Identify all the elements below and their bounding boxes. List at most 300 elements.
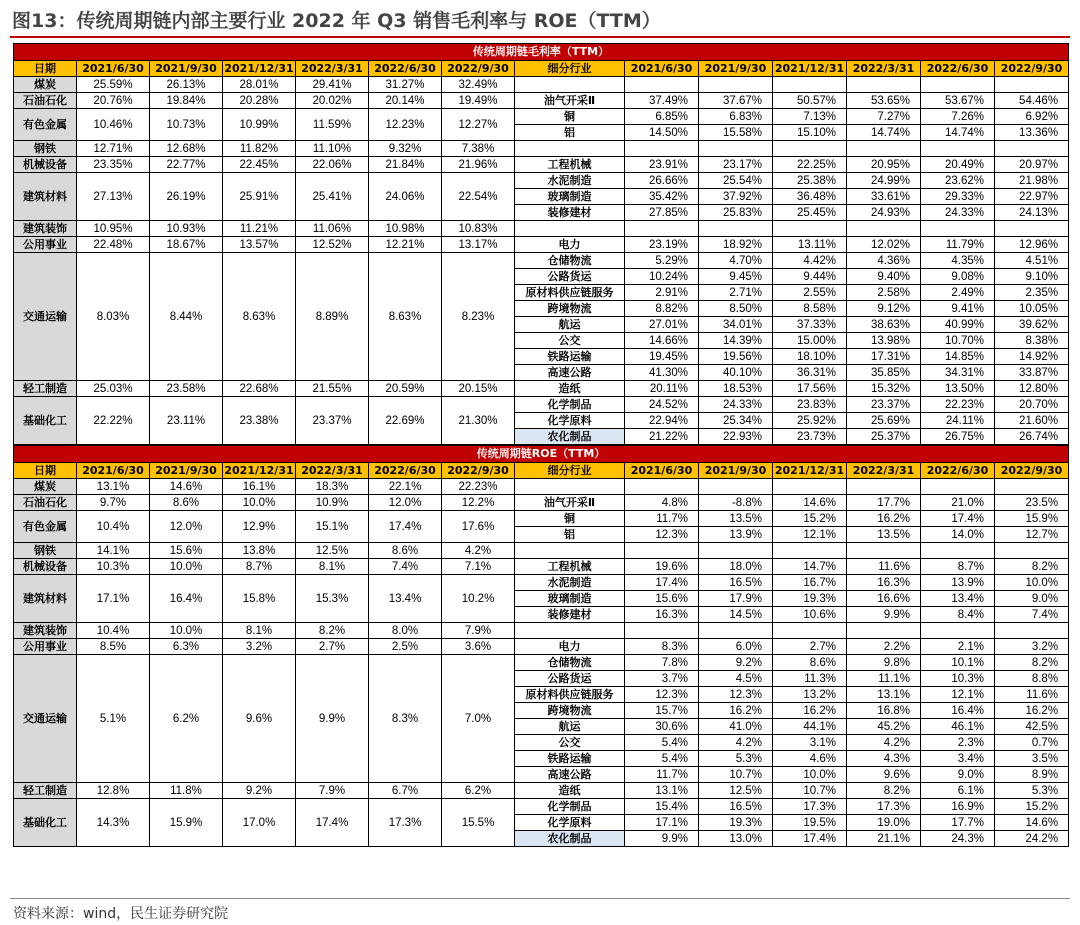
- sub-industry-name: 水泥制造: [515, 575, 625, 591]
- column-header: 2021/12/31: [224, 61, 294, 75]
- sub-industry-value: 53.67%: [921, 93, 995, 109]
- industry-value: 13.1%: [77, 479, 150, 495]
- industry-value: 11.21%: [223, 221, 296, 237]
- sub-industry-value: 24.3%: [921, 831, 995, 847]
- industry-value: 7.38%: [442, 141, 515, 157]
- industry-value: 27.13%: [77, 173, 150, 221]
- empty-cell: [515, 543, 625, 559]
- column-header: 2022/9/30: [995, 61, 1069, 77]
- column-header: 2022/6/30: [369, 463, 442, 479]
- column-header: 2021/9/30: [699, 463, 773, 479]
- sub-industry-name: 铁路运输: [515, 349, 625, 365]
- source-note: 资料来源：wind，民生证券研究院: [13, 906, 229, 922]
- empty-cell: [773, 623, 847, 639]
- sub-industry-value: 9.12%: [847, 301, 921, 317]
- industry-value: 12.68%: [150, 141, 223, 157]
- industry-value: 10.98%: [369, 221, 442, 237]
- table-row: [14, 559, 1069, 575]
- sub-industry-value: 4.6%: [773, 751, 847, 767]
- industry-value: 8.44%: [150, 253, 223, 381]
- table-row: [14, 479, 1069, 495]
- empty-cell: [847, 479, 921, 495]
- industry-name: 建筑装饰: [14, 623, 77, 639]
- sub-industry-value: 8.6%: [773, 655, 847, 671]
- sub-industry-value: 4.36%: [847, 253, 921, 269]
- sub-industry-value: 44.1%: [773, 719, 847, 735]
- roe-table: [13, 445, 1069, 847]
- sub-industry-value: 23.73%: [773, 429, 847, 445]
- sub-industry-name: 玻璃制造: [515, 189, 625, 205]
- sub-industry-value: 7.26%: [921, 109, 995, 125]
- sub-industry-value: 18.10%: [773, 349, 847, 365]
- sub-industry-value: 9.6%: [847, 767, 921, 783]
- industry-value: 12.52%: [296, 237, 369, 253]
- sub-industry-value: 15.4%: [625, 799, 699, 815]
- industry-value: 11.59%: [296, 109, 369, 141]
- footer-divider: [10, 898, 1070, 899]
- table-row: [14, 623, 1069, 639]
- column-header: 2022/3/31: [296, 463, 369, 479]
- industry-value: 8.23%: [442, 253, 515, 381]
- industry-value: 22.68%: [223, 381, 296, 397]
- sub-industry-value: 7.13%: [773, 109, 847, 125]
- sub-industry-value: 23.5%: [995, 495, 1069, 511]
- sub-industry-value: 13.50%: [921, 381, 995, 397]
- industry-value: 15.1%: [296, 511, 369, 543]
- industry-value: 7.9%: [296, 783, 369, 799]
- table-row: [14, 141, 1069, 157]
- sub-industry-value: 25.69%: [847, 413, 921, 429]
- table-row: [14, 495, 1069, 511]
- column-header: 2021/9/30: [150, 463, 223, 479]
- sub-industry-value: 11.7%: [625, 511, 699, 527]
- industry-value: 9.32%: [369, 141, 442, 157]
- industry-value: 12.5%: [296, 543, 369, 559]
- column-header: 2021/12/31: [224, 463, 294, 477]
- industry-value: 23.38%: [223, 397, 296, 445]
- sub-industry-value: 16.6%: [847, 591, 921, 607]
- industry-name: 石油石化: [14, 93, 77, 109]
- sub-industry-value: 22.93%: [699, 429, 773, 445]
- sub-industry-value: 37.49%: [625, 93, 699, 109]
- table-row: [14, 109, 1069, 125]
- sub-industry-value: 13.5%: [699, 511, 773, 527]
- column-header: 2022/6/30: [369, 61, 442, 77]
- industry-value: 12.27%: [442, 109, 515, 141]
- industry-value: 22.1%: [369, 479, 442, 495]
- sub-industry-value: 24.11%: [921, 413, 995, 429]
- sub-industry-value: 22.23%: [921, 397, 995, 413]
- sub-industry-value: 8.2%: [847, 783, 921, 799]
- sub-industry-name: 工程机械: [515, 157, 625, 173]
- title-divider: [10, 36, 1070, 38]
- sub-industry-value: 37.67%: [699, 93, 773, 109]
- empty-cell: [625, 221, 699, 237]
- sub-industry-value: 2.49%: [921, 285, 995, 301]
- industry-name: 轻工制造: [14, 381, 77, 397]
- industry-value: 22.69%: [369, 397, 442, 445]
- industry-value: 11.06%: [296, 221, 369, 237]
- empty-cell: [995, 221, 1069, 237]
- table-row: [14, 543, 1069, 559]
- sub-industry-value: 2.91%: [625, 285, 699, 301]
- industry-value: 9.9%: [296, 655, 369, 783]
- sub-industry-name: 化学原料: [515, 413, 625, 429]
- sub-industry-name: 水泥制造: [515, 173, 625, 189]
- sub-industry-value: 36.48%: [773, 189, 847, 205]
- industry-value: 22.06%: [296, 157, 369, 173]
- sub-industry-value: 14.6%: [773, 495, 847, 511]
- sub-industry-value: 35.42%: [625, 189, 699, 205]
- sub-industry-name: 造纸: [515, 783, 625, 799]
- sub-industry-value: 16.3%: [847, 575, 921, 591]
- sub-industry-value: 10.0%: [773, 767, 847, 783]
- empty-cell: [515, 221, 625, 237]
- empty-cell: [995, 623, 1069, 639]
- sub-industry-value: 11.79%: [921, 237, 995, 253]
- industry-value: 9.2%: [223, 783, 296, 799]
- sub-industry-value: 11.6%: [847, 559, 921, 575]
- sub-industry-value: 19.6%: [625, 559, 699, 575]
- sub-industry-value: 4.42%: [773, 253, 847, 269]
- sub-industry-value: 4.2%: [699, 735, 773, 751]
- industry-name: 轻工制造: [14, 783, 77, 799]
- empty-cell: [625, 77, 699, 93]
- empty-cell: [699, 141, 773, 157]
- sub-industry-value: 3.5%: [995, 751, 1069, 767]
- empty-cell: [515, 77, 625, 93]
- table-row: [14, 93, 1069, 109]
- industry-value: 11.10%: [296, 141, 369, 157]
- table-band-title: 传统周期链毛利率（TTM）: [14, 44, 1069, 61]
- table-row: [14, 381, 1069, 397]
- industry-value: 16.4%: [150, 575, 223, 623]
- industry-value: 8.3%: [369, 655, 442, 783]
- sub-industry-value: 25.54%: [699, 173, 773, 189]
- sub-industry-value: 8.2%: [995, 559, 1069, 575]
- industry-value: 15.6%: [150, 543, 223, 559]
- industry-value: 20.76%: [77, 93, 150, 109]
- sub-industry-value: 16.3%: [625, 607, 699, 623]
- sub-industry-value: 17.4%: [625, 575, 699, 591]
- industry-value: 28.01%: [223, 77, 296, 93]
- column-header: 日期: [14, 463, 77, 479]
- industry-value: 2.7%: [296, 639, 369, 655]
- sub-industry-value: 4.51%: [995, 253, 1069, 269]
- sub-industry-value: 15.9%: [995, 511, 1069, 527]
- sub-industry-value: 8.38%: [995, 333, 1069, 349]
- sub-industry-name: 跨境物流: [515, 703, 625, 719]
- sub-industry-value: 10.70%: [921, 333, 995, 349]
- sub-industry-value: 4.35%: [921, 253, 995, 269]
- sub-industry-value: 16.7%: [773, 575, 847, 591]
- empty-cell: [921, 221, 995, 237]
- sub-industry-value: 6.85%: [625, 109, 699, 125]
- industry-value: 18.3%: [296, 479, 369, 495]
- sub-industry-value: 20.95%: [847, 157, 921, 173]
- empty-cell: [515, 623, 625, 639]
- sub-industry-name: 农化制品: [515, 831, 625, 847]
- sub-industry-value: 17.4%: [921, 511, 995, 527]
- empty-cell: [995, 479, 1069, 495]
- industry-value: 8.1%: [223, 623, 296, 639]
- sub-industry-value: 14.74%: [921, 125, 995, 141]
- sub-industry-value: 13.36%: [995, 125, 1069, 141]
- sub-industry-value: 22.25%: [773, 157, 847, 173]
- empty-cell: [921, 479, 995, 495]
- sub-industry-value: 2.3%: [921, 735, 995, 751]
- sub-industry-value: 33.87%: [995, 365, 1069, 381]
- industry-name: 公用事业: [14, 639, 77, 655]
- sub-industry-value: 23.19%: [625, 237, 699, 253]
- sub-industry-value: 9.40%: [847, 269, 921, 285]
- sub-industry-value: 50.57%: [773, 93, 847, 109]
- sub-industry-value: 25.83%: [699, 205, 773, 221]
- column-header: 2022/6/30: [921, 61, 995, 77]
- empty-cell: [995, 77, 1069, 93]
- industry-value: 8.2%: [296, 623, 369, 639]
- empty-cell: [995, 141, 1069, 157]
- sub-industry-value: 18.0%: [699, 559, 773, 575]
- sub-industry-value: 6.1%: [921, 783, 995, 799]
- sub-industry-name: 原材料供应链服务: [515, 687, 625, 703]
- empty-cell: [995, 543, 1069, 559]
- empty-cell: [921, 141, 995, 157]
- sub-industry-value: 22.94%: [625, 413, 699, 429]
- empty-cell: [699, 221, 773, 237]
- sub-industry-value: 3.7%: [625, 671, 699, 687]
- sub-industry-value: 19.0%: [847, 815, 921, 831]
- industry-value: 14.1%: [77, 543, 150, 559]
- sub-industry-name: 化学制品: [515, 799, 625, 815]
- sub-industry-value: 24.2%: [995, 831, 1069, 847]
- column-header: 2021/9/30: [699, 61, 773, 77]
- sub-industry-name: 油气开采Ⅱ: [515, 495, 625, 511]
- sub-industry-value: 38.63%: [847, 317, 921, 333]
- empty-cell: [699, 479, 773, 495]
- industry-value: 12.71%: [77, 141, 150, 157]
- sub-industry-value: 27.01%: [625, 317, 699, 333]
- industry-name: 机械设备: [14, 559, 77, 575]
- industry-value: 13.57%: [223, 237, 296, 253]
- sub-industry-name: 电力: [515, 639, 625, 655]
- industry-name: 公用事业: [14, 237, 77, 253]
- tables-container: [13, 43, 1062, 847]
- sub-industry-name: 化学制品: [515, 397, 625, 413]
- sub-industry-value: 17.7%: [847, 495, 921, 511]
- sub-industry-value: 17.9%: [699, 591, 773, 607]
- industry-value: 5.1%: [77, 655, 150, 783]
- empty-cell: [625, 543, 699, 559]
- industry-value: 25.03%: [77, 381, 150, 397]
- industry-value: 10.4%: [77, 623, 150, 639]
- column-header: 2021/12/31: [773, 463, 847, 479]
- sub-industry-value: 17.56%: [773, 381, 847, 397]
- sub-industry-name: 铁路运输: [515, 751, 625, 767]
- sub-industry-value: 17.3%: [847, 799, 921, 815]
- sub-industry-value: 7.4%: [995, 607, 1069, 623]
- sub-industry-value: 16.8%: [847, 703, 921, 719]
- sub-industry-name: 公交: [515, 333, 625, 349]
- sub-industry-value: 12.1%: [921, 687, 995, 703]
- sub-industry-value: 20.70%: [995, 397, 1069, 413]
- empty-cell: [847, 543, 921, 559]
- industry-value: 7.1%: [442, 559, 515, 575]
- column-header: 2022/3/31: [847, 463, 921, 479]
- sub-industry-value: 7.27%: [847, 109, 921, 125]
- industry-value: 3.6%: [442, 639, 515, 655]
- industry-name: 建筑材料: [14, 575, 77, 623]
- sub-industry-value: 34.01%: [699, 317, 773, 333]
- sub-industry-value: 21.60%: [995, 413, 1069, 429]
- industry-value: 22.54%: [442, 173, 515, 221]
- industry-value: 10.3%: [77, 559, 150, 575]
- sub-industry-value: 25.34%: [699, 413, 773, 429]
- industry-value: 11.82%: [223, 141, 296, 157]
- sub-industry-value: 36.31%: [773, 365, 847, 381]
- industry-value: 12.0%: [150, 511, 223, 543]
- sub-industry-value: 10.0%: [995, 575, 1069, 591]
- industry-value: 9.7%: [77, 495, 150, 511]
- industry-value: 10.95%: [77, 221, 150, 237]
- industry-value: 8.1%: [296, 559, 369, 575]
- table-band-title: 传统周期链ROE（TTM）: [14, 446, 1069, 463]
- sub-industry-value: 9.9%: [847, 607, 921, 623]
- sub-industry-value: 15.2%: [995, 799, 1069, 815]
- empty-cell: [625, 479, 699, 495]
- sub-industry-value: 8.4%: [921, 607, 995, 623]
- sub-industry-value: 12.02%: [847, 237, 921, 253]
- sub-industry-value: 27.85%: [625, 205, 699, 221]
- industry-value: 22.23%: [442, 479, 515, 495]
- sub-industry-value: 5.3%: [995, 783, 1069, 799]
- sub-industry-name: 化学原料: [515, 815, 625, 831]
- sub-industry-value: 15.2%: [773, 511, 847, 527]
- industry-value: 26.19%: [150, 173, 223, 221]
- header-row: [14, 463, 1069, 479]
- industry-value: 20.15%: [442, 381, 515, 397]
- sub-industry-value: 24.93%: [847, 205, 921, 221]
- column-header: 2022/3/31: [847, 61, 921, 77]
- industry-value: 29.41%: [296, 77, 369, 93]
- industry-value: 22.22%: [77, 397, 150, 445]
- industry-value: 11.8%: [150, 783, 223, 799]
- sub-industry-value: 21.98%: [995, 173, 1069, 189]
- industry-value: 23.35%: [77, 157, 150, 173]
- industry-value: 21.84%: [369, 157, 442, 173]
- sub-industry-value: 13.98%: [847, 333, 921, 349]
- sub-industry-value: 11.3%: [773, 671, 847, 687]
- industry-value: 10.2%: [442, 575, 515, 623]
- industry-value: 22.45%: [223, 157, 296, 173]
- industry-value: 4.2%: [442, 543, 515, 559]
- sub-industry-name: 铝: [515, 125, 625, 141]
- sub-industry-value: 5.3%: [699, 751, 773, 767]
- column-header: 2022/9/30: [442, 61, 515, 77]
- sub-industry-name: 公交: [515, 735, 625, 751]
- industry-value: 8.63%: [369, 253, 442, 381]
- sub-industry-name: 跨境物流: [515, 301, 625, 317]
- sub-industry-value: 14.0%: [921, 527, 995, 543]
- sub-industry-value: 4.3%: [847, 751, 921, 767]
- empty-cell: [847, 77, 921, 93]
- sub-industry-value: 24.13%: [995, 205, 1069, 221]
- sub-industry-value: 24.33%: [699, 397, 773, 413]
- sub-industry-value: 6.0%: [699, 639, 773, 655]
- industry-value: 8.6%: [150, 495, 223, 511]
- industry-value: 17.6%: [442, 511, 515, 543]
- industry-value: 6.3%: [150, 639, 223, 655]
- industry-name: 交通运输: [14, 253, 77, 381]
- sub-industry-value: 2.2%: [847, 639, 921, 655]
- industry-value: 8.6%: [369, 543, 442, 559]
- sub-industry-value: 19.3%: [699, 815, 773, 831]
- sub-industry-name: 铜: [515, 109, 625, 125]
- empty-cell: [847, 221, 921, 237]
- column-header: 2021/6/30: [77, 61, 150, 77]
- sub-industry-value: 3.1%: [773, 735, 847, 751]
- empty-cell: [773, 479, 847, 495]
- sub-industry-value: 10.6%: [773, 607, 847, 623]
- sub-industry-value: 21.22%: [625, 429, 699, 445]
- sub-industry-value: 20.49%: [921, 157, 995, 173]
- sub-industry-value: 20.11%: [625, 381, 699, 397]
- industry-name: 建筑材料: [14, 173, 77, 221]
- empty-cell: [847, 623, 921, 639]
- sub-industry-value: 10.1%: [921, 655, 995, 671]
- sub-industry-value: 42.5%: [995, 719, 1069, 735]
- sub-industry-value: 54.46%: [995, 93, 1069, 109]
- industry-value: 7.4%: [369, 559, 442, 575]
- sub-industry-value: 8.7%: [921, 559, 995, 575]
- industry-value: 10.93%: [150, 221, 223, 237]
- industry-name: 基础化工: [14, 397, 77, 445]
- sub-industry-value: 12.5%: [699, 783, 773, 799]
- sub-industry-value: 9.9%: [625, 831, 699, 847]
- sub-industry-value: 22.97%: [995, 189, 1069, 205]
- table-title-row: [14, 446, 1069, 463]
- gross-margin-table: [13, 43, 1069, 445]
- sub-industry-value: 23.37%: [847, 397, 921, 413]
- industry-value: 10.73%: [150, 109, 223, 141]
- empty-cell: [773, 141, 847, 157]
- industry-value: 20.59%: [369, 381, 442, 397]
- industry-value: 25.41%: [296, 173, 369, 221]
- sub-industry-value: 18.53%: [699, 381, 773, 397]
- industry-value: 22.48%: [77, 237, 150, 253]
- sub-industry-value: 24.33%: [921, 205, 995, 221]
- sub-industry-name: 航运: [515, 719, 625, 735]
- sub-industry-value: 53.65%: [847, 93, 921, 109]
- sub-industry-value: 11.1%: [847, 671, 921, 687]
- empty-cell: [847, 141, 921, 157]
- sub-industry-value: 2.7%: [773, 639, 847, 655]
- industry-value: 8.5%: [77, 639, 150, 655]
- sub-industry-value: -8.8%: [699, 495, 773, 511]
- empty-cell: [699, 623, 773, 639]
- sub-industry-value: 12.96%: [995, 237, 1069, 253]
- sub-industry-value: 9.10%: [995, 269, 1069, 285]
- sub-industry-value: 9.0%: [921, 767, 995, 783]
- empty-cell: [921, 543, 995, 559]
- sub-industry-value: 15.58%: [699, 125, 773, 141]
- sub-industry-value: 16.2%: [847, 511, 921, 527]
- sub-industry-value: 23.83%: [773, 397, 847, 413]
- sub-industry-value: 19.45%: [625, 349, 699, 365]
- sub-industry-value: 16.4%: [921, 703, 995, 719]
- industry-value: 23.37%: [296, 397, 369, 445]
- sub-industry-value: 13.11%: [773, 237, 847, 253]
